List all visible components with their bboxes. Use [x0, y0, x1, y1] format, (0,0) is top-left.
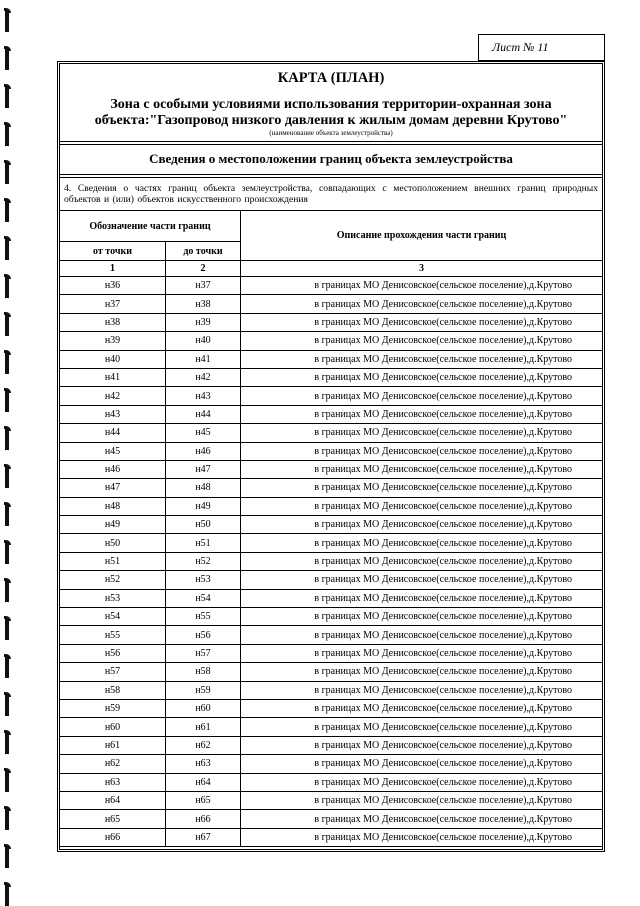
- to-cell: н59: [166, 681, 241, 699]
- desc-cell: в границах МО Денисовское(сельское поселение),д.Крутово: [241, 644, 603, 662]
- to-cell: н46: [166, 442, 241, 460]
- table-row: [60, 313, 603, 331]
- table-row: [60, 755, 603, 773]
- binding-holes: [0, 0, 20, 905]
- binding-hook-icon: [4, 388, 11, 412]
- to-cell: н58: [166, 663, 241, 681]
- desc-cell: в границах МО Денисовское(сельское поселение),д.Крутово: [241, 791, 603, 809]
- to-cell: н37: [166, 277, 241, 295]
- desc-cell: в границах МО Денисовское(сельское поселение),д.Крутово: [241, 534, 603, 552]
- to-cell: н40: [166, 332, 241, 350]
- to-cell: н56: [166, 626, 241, 644]
- desc-cell: в границах МО Денисовское(сельское поселение),д.Крутово: [241, 608, 603, 626]
- table-row: [60, 424, 603, 442]
- column-number: 2: [166, 261, 241, 277]
- from-cell: н45: [60, 442, 166, 460]
- desc-cell: в границах МО Денисовское(сельское поселение),д.Крутово: [241, 479, 603, 497]
- to-cell: н47: [166, 460, 241, 478]
- to-cell: н57: [166, 644, 241, 662]
- to-cell: н45: [166, 424, 241, 442]
- to-cell: н61: [166, 718, 241, 736]
- table-row: [60, 350, 603, 368]
- binding-hook-icon: [4, 844, 11, 868]
- desc-cell: в границах МО Денисовское(сельское поселение),д.Крутово: [241, 571, 603, 589]
- to-cell: н64: [166, 773, 241, 791]
- from-cell: н60: [60, 718, 166, 736]
- binding-hook-icon: [4, 768, 11, 792]
- column-number: 3: [241, 261, 603, 277]
- group-header: Обозначение части границ: [60, 211, 241, 242]
- desc-cell: в границах МО Денисовское(сельское поселение),д.Крутово: [241, 313, 603, 331]
- binding-hook-icon: [4, 312, 11, 336]
- to-cell: н38: [166, 295, 241, 313]
- to-cell: н44: [166, 405, 241, 423]
- boundary-table: [59, 210, 603, 847]
- table-row: [60, 295, 603, 313]
- desc-cell: в границах МО Денисовское(сельское поселение),д.Крутово: [241, 424, 603, 442]
- table-row: [60, 773, 603, 791]
- desc-cell: в границах МО Денисовское(сельское поселение),д.Крутово: [241, 442, 603, 460]
- from-cell: н46: [60, 460, 166, 478]
- to-cell: н42: [166, 368, 241, 386]
- binding-hook-icon: [4, 236, 11, 260]
- binding-hook-icon: [4, 46, 11, 70]
- desc-cell: в границах МО Денисовское(сельское поселение),д.Крутово: [241, 810, 603, 828]
- desc-cell: в границах МО Денисовское(сельское поселение),д.Крутово: [241, 699, 603, 717]
- binding-hook-icon: [4, 654, 11, 678]
- from-cell: н57: [60, 663, 166, 681]
- desc-cell: в границах МО Денисовское(сельское поселение),д.Крутово: [241, 277, 603, 295]
- to-cell: н65: [166, 791, 241, 809]
- from-cell: н56: [60, 644, 166, 662]
- from-cell: н61: [60, 736, 166, 754]
- from-cell: н63: [60, 773, 166, 791]
- table-row: [60, 626, 603, 644]
- from-cell: н53: [60, 589, 166, 607]
- to-cell: н48: [166, 479, 241, 497]
- from-cell: н41: [60, 368, 166, 386]
- doc-subtitle-caption: (наименование объекта землеустройства): [269, 129, 393, 137]
- table-row: [60, 828, 603, 846]
- table-row: [60, 368, 603, 386]
- from-cell: н38: [60, 313, 166, 331]
- to-cell: н67: [166, 828, 241, 846]
- table-row: [60, 718, 603, 736]
- from-cell: н52: [60, 571, 166, 589]
- desc-cell: в границах МО Денисовское(сельское поселение),д.Крутово: [241, 626, 603, 644]
- desc-cell: в границах МО Денисовское(сельское поселение),д.Крутово: [241, 497, 603, 515]
- from-cell: н43: [60, 405, 166, 423]
- to-cell: н66: [166, 810, 241, 828]
- table-row: [60, 681, 603, 699]
- divider: [59, 174, 603, 175]
- table-row: [60, 552, 603, 570]
- to-cell: н53: [166, 571, 241, 589]
- table-row: [60, 791, 603, 809]
- table-row: [60, 442, 603, 460]
- doc-title: КАРТА (ПЛАН): [277, 70, 385, 86]
- table-row: [60, 277, 603, 295]
- binding-hook-icon: [4, 8, 11, 32]
- from-cell: н48: [60, 497, 166, 515]
- to-cell: н51: [166, 534, 241, 552]
- to-cell: н55: [166, 608, 241, 626]
- binding-hook-icon: [4, 122, 11, 146]
- desc-cell: в границах МО Денисовское(сельское поселение),д.Крутово: [241, 718, 603, 736]
- table-row: [60, 644, 603, 662]
- desc-column-header: Описание прохождения части границ: [241, 211, 603, 261]
- table-row: [60, 534, 603, 552]
- section-title: Сведения о местоположении границ объекта землеустройства: [149, 151, 513, 166]
- table-row: [60, 589, 603, 607]
- from-cell: н58: [60, 681, 166, 699]
- table-row: [60, 405, 603, 423]
- from-cell: н62: [60, 755, 166, 773]
- from-cell: н55: [60, 626, 166, 644]
- binding-hook-icon: [4, 730, 11, 754]
- desc-cell: в границах МО Денисовское(сельское поселение),д.Крутово: [241, 332, 603, 350]
- table-row: [60, 497, 603, 515]
- table-row: [60, 460, 603, 478]
- desc-cell: в границах МО Денисовское(сельское поселение),д.Крутово: [241, 681, 603, 699]
- to-cell: н41: [166, 350, 241, 368]
- table-row: [60, 516, 603, 534]
- desc-cell: в границах МО Денисовское(сельское поселение),д.Крутово: [241, 552, 603, 570]
- binding-hook-icon: [4, 426, 11, 450]
- from-cell: н36: [60, 277, 166, 295]
- from-cell: н65: [60, 810, 166, 828]
- table-row: [60, 332, 603, 350]
- desc-cell: в границах МО Денисовское(сельское поселение),д.Крутово: [241, 773, 603, 791]
- to-column-header: до точки: [166, 242, 241, 261]
- from-cell: н51: [60, 552, 166, 570]
- desc-cell: в границах МО Денисовское(сельское поселение),д.Крутово: [241, 516, 603, 534]
- divider: [59, 144, 603, 145]
- from-cell: н42: [60, 387, 166, 405]
- from-cell: н37: [60, 295, 166, 313]
- desc-cell: в границах МО Денисовское(сельское поселение),д.Крутово: [241, 736, 603, 754]
- binding-hook-icon: [4, 350, 11, 374]
- table-row: [60, 736, 603, 754]
- table-row: [60, 663, 603, 681]
- to-cell: н60: [166, 699, 241, 717]
- desc-cell: в границах МО Денисовское(сельское поселение),д.Крутово: [241, 589, 603, 607]
- from-cell: н50: [60, 534, 166, 552]
- from-cell: н47: [60, 479, 166, 497]
- table-row: [60, 571, 603, 589]
- binding-hook-icon: [4, 502, 11, 526]
- binding-hook-icon: [4, 198, 11, 222]
- binding-hook-icon: [4, 616, 11, 640]
- desc-cell: в границах МО Денисовское(сельское поселение),д.Крутово: [241, 755, 603, 773]
- to-cell: н50: [166, 516, 241, 534]
- desc-cell: в границах МО Денисовское(сельское поселение),д.Крутово: [241, 387, 603, 405]
- binding-hook-icon: [4, 540, 11, 564]
- column-number: 1: [60, 261, 166, 277]
- binding-hook-icon: [4, 692, 11, 716]
- binding-hook-icon: [4, 882, 11, 906]
- from-cell: н44: [60, 424, 166, 442]
- from-cell: н40: [60, 350, 166, 368]
- divider: [59, 177, 603, 178]
- from-cell: н49: [60, 516, 166, 534]
- binding-hook-icon: [4, 274, 11, 298]
- from-cell: н66: [60, 828, 166, 846]
- desc-cell: в границах МО Денисовское(сельское поселение),д.Крутово: [241, 368, 603, 386]
- to-cell: н62: [166, 736, 241, 754]
- binding-hook-icon: [4, 464, 11, 488]
- to-cell: н54: [166, 589, 241, 607]
- sheet-number: Лист № 11: [478, 34, 605, 61]
- to-cell: н43: [166, 387, 241, 405]
- section-note: 4. Сведения о частях границ объекта землеустройства, совпадающих с местоположением внешних границ природных объектов и (или) объектов искусственного происхождения: [64, 183, 598, 205]
- desc-cell: в границах МО Денисовское(сельское поселение),д.Крутово: [241, 460, 603, 478]
- table-row: [60, 479, 603, 497]
- desc-cell: в границах МО Денисовское(сельское поселение),д.Крутово: [241, 828, 603, 846]
- from-cell: н54: [60, 608, 166, 626]
- desc-cell: в границах МО Денисовское(сельское поселение),д.Крутово: [241, 350, 603, 368]
- from-cell: н59: [60, 699, 166, 717]
- to-cell: н49: [166, 497, 241, 515]
- from-column-header: от точки: [60, 242, 166, 261]
- table-row: [60, 699, 603, 717]
- from-cell: н64: [60, 791, 166, 809]
- desc-cell: в границах МО Денисовское(сельское поселение),д.Крутово: [241, 663, 603, 681]
- binding-hook-icon: [4, 160, 11, 184]
- from-cell: н39: [60, 332, 166, 350]
- to-cell: н39: [166, 313, 241, 331]
- binding-hook-icon: [4, 84, 11, 108]
- desc-cell: в границах МО Денисовское(сельское поселение),д.Крутово: [241, 295, 603, 313]
- divider: [59, 141, 603, 142]
- binding-hook-icon: [4, 806, 11, 830]
- desc-cell: в границах МО Денисовское(сельское поселение),д.Крутово: [241, 405, 603, 423]
- doc-subtitle-line1: Зона с особыми условиями использования территории-охранная зона: [110, 97, 552, 112]
- to-cell: н63: [166, 755, 241, 773]
- table-row: [60, 810, 603, 828]
- doc-subtitle-line2: объекта:"Газопровод низкого давления к жилым домам деревни Крутово": [94, 113, 568, 128]
- binding-hook-icon: [4, 578, 11, 602]
- table-row: [60, 608, 603, 626]
- table-row: [60, 387, 603, 405]
- to-cell: н52: [166, 552, 241, 570]
